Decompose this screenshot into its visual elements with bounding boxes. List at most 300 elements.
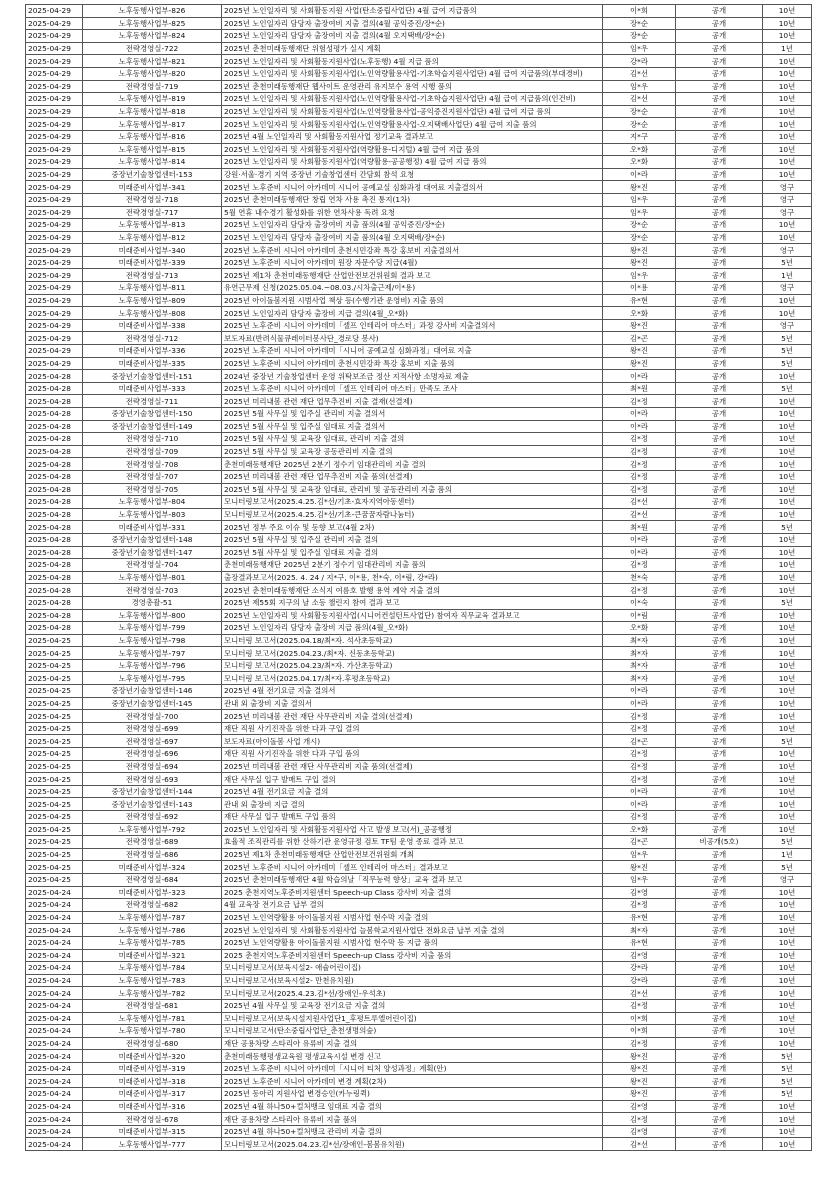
retention-cell: 10년 bbox=[763, 622, 812, 635]
disclosure-cell: 공개 bbox=[676, 974, 763, 987]
date-cell: 2025-04-25 bbox=[26, 735, 83, 748]
date-cell: 2025-04-29 bbox=[26, 93, 83, 106]
date-cell: 2025-04-29 bbox=[26, 244, 83, 257]
doc-number-cell: 노후동행사업부-814 bbox=[83, 156, 222, 169]
doc-number-cell: 미래준비사업부-340 bbox=[83, 244, 222, 257]
title-cell: 2025년 5월 사무실 및 교육장 임대료, 관리비 및 공동관리비 지출 품의 bbox=[222, 483, 603, 496]
table-row bbox=[26, 924, 812, 937]
disclosure-cell: 공개 bbox=[676, 785, 763, 798]
date-cell: 2025-04-29 bbox=[26, 5, 83, 18]
author-cell: 오*화 bbox=[603, 823, 676, 836]
date-cell: 2025-04-29 bbox=[26, 168, 83, 181]
table-row bbox=[26, 521, 812, 534]
date-cell: 2025-04-28 bbox=[26, 470, 83, 483]
retention-cell: 10년 bbox=[763, 710, 812, 723]
date-cell: 2025-04-28 bbox=[26, 508, 83, 521]
retention-cell: 10년 bbox=[763, 760, 812, 773]
table-row bbox=[26, 345, 812, 358]
retention-cell: 10년 bbox=[763, 143, 812, 156]
table-row bbox=[26, 911, 812, 924]
disclosure-cell: 공개 bbox=[676, 861, 763, 874]
retention-cell: 10년 bbox=[763, 294, 812, 307]
title-cell: 관내 외 출장비 지출 결의서 bbox=[222, 697, 603, 710]
disclosure-cell: 공개 bbox=[676, 319, 763, 332]
retention-cell: 10년 bbox=[763, 496, 812, 509]
title-cell: 2025년 노인일자리 담당자 출장여비 지출 품의(4월 오지택배/장*순) bbox=[222, 231, 603, 244]
date-cell: 2025-04-24 bbox=[26, 999, 83, 1012]
date-cell: 2025-04-28 bbox=[26, 596, 83, 609]
title-cell: 2025년 4월 노인일자리 및 사회활동지원사업 정기교육 결과보고 bbox=[222, 130, 603, 143]
retention-cell: 10년 bbox=[763, 559, 812, 572]
retention-cell: 10년 bbox=[763, 659, 812, 672]
date-cell: 2025-04-25 bbox=[26, 848, 83, 861]
author-cell: 김*영 bbox=[603, 886, 676, 899]
title-cell: 모니터링 보고서(2025.04.18/최*자. 석사초등학교) bbox=[222, 634, 603, 647]
author-cell: 오*화 bbox=[603, 156, 676, 169]
disclosure-cell: 공개 bbox=[676, 67, 763, 80]
table-row bbox=[26, 105, 812, 118]
doc-number-cell: 노후동행사업부-813 bbox=[83, 219, 222, 232]
table-row bbox=[26, 987, 812, 1000]
table-row bbox=[26, 508, 812, 521]
title-cell: 2025년 5월 사무실 및 입주실 임대료 지출 결의 bbox=[222, 546, 603, 559]
retention-cell: 10년 bbox=[763, 420, 812, 433]
retention-cell: 5년 bbox=[763, 836, 812, 849]
table-row bbox=[26, 319, 812, 332]
doc-number-cell: 중장년기술창업센터-149 bbox=[83, 420, 222, 433]
date-cell: 2025-04-29 bbox=[26, 294, 83, 307]
title-cell: 모니터링보고서(탄소중립사업단_춘천생명의숲) bbox=[222, 1025, 603, 1038]
table-row bbox=[26, 370, 812, 383]
doc-number-cell: 전략경영실-705 bbox=[83, 483, 222, 496]
title-cell: 2025년 노인일자리 및 사회활동지원사업(시니어컨설턴트사업단) 참여자 직무교육 결과보고 bbox=[222, 609, 603, 622]
retention-cell: 10년 bbox=[763, 685, 812, 698]
table-row bbox=[26, 42, 812, 55]
table-row bbox=[26, 949, 812, 962]
retention-cell: 10년 bbox=[763, 584, 812, 597]
author-cell: 최*자 bbox=[603, 924, 676, 937]
date-cell: 2025-04-28 bbox=[26, 483, 83, 496]
author-cell: 이*림 bbox=[603, 609, 676, 622]
table-row bbox=[26, 458, 812, 471]
date-cell: 2025-04-28 bbox=[26, 533, 83, 546]
disclosure-cell: 공개 bbox=[676, 773, 763, 786]
title-cell: 모니터링보고서(보육시설지원사업단1_후평트루엘어린이집) bbox=[222, 1012, 603, 1025]
title-cell: 2025년 노후준비 시니어 아카데미 변경 계획(2차) bbox=[222, 1075, 603, 1088]
author-cell: 김*영 bbox=[603, 949, 676, 962]
table-row bbox=[26, 622, 812, 635]
author-cell: 이*라 bbox=[603, 798, 676, 811]
table-row bbox=[26, 433, 812, 446]
date-cell: 2025-04-24 bbox=[26, 924, 83, 937]
table-row bbox=[26, 219, 812, 232]
title-cell: 2025년 노후준비 시니어 아카데미「시니어 티처 양성과정」계획(안) bbox=[222, 1062, 603, 1075]
author-cell: 이*라 bbox=[603, 168, 676, 181]
doc-number-cell: 노후동행사업부-821 bbox=[83, 55, 222, 68]
doc-number-cell: 노후동행사업부-819 bbox=[83, 93, 222, 106]
doc-number-cell: 노후동행사업부-784 bbox=[83, 962, 222, 975]
disclosure-cell: 공개 bbox=[676, 886, 763, 899]
retention-cell: 10년 bbox=[763, 470, 812, 483]
title-cell: 2025년 5월 사무실 및 입주실 관리비 지출 결의 bbox=[222, 533, 603, 546]
doc-number-cell: 전략경영실-722 bbox=[83, 42, 222, 55]
doc-number-cell: 중장년기술창업센터-145 bbox=[83, 697, 222, 710]
table-row bbox=[26, 848, 812, 861]
table-row bbox=[26, 748, 812, 761]
author-cell: 장*순 bbox=[603, 30, 676, 43]
doc-number-cell: 미래준비사업부-319 bbox=[83, 1062, 222, 1075]
retention-cell: 10년 bbox=[763, 936, 812, 949]
title-cell: 2025년 노후준비 시니어 아카데미「시니어 공예교실 심화과정」대여료 지출 bbox=[222, 345, 603, 358]
table-row bbox=[26, 936, 812, 949]
title-cell: 재단 공용차량 스타리아 유류비 지출 결의 bbox=[222, 1037, 603, 1050]
doc-number-cell: 중장년기술창업센터-144 bbox=[83, 785, 222, 798]
doc-number-cell: 노후동행사업부-797 bbox=[83, 647, 222, 660]
doc-number-cell: 노후동행사업부-786 bbox=[83, 924, 222, 937]
table-row bbox=[26, 1100, 812, 1113]
retention-cell: 10년 bbox=[763, 773, 812, 786]
author-cell: 지*구 bbox=[603, 130, 676, 143]
retention-cell: 10년 bbox=[763, 156, 812, 169]
disclosure-cell: 공개 bbox=[676, 622, 763, 635]
table-row bbox=[26, 30, 812, 43]
disclosure-cell: 공개 bbox=[676, 949, 763, 962]
date-cell: 2025-04-25 bbox=[26, 760, 83, 773]
retention-cell: 10년 bbox=[763, 823, 812, 836]
table-row bbox=[26, 93, 812, 106]
title-cell: 보도자료(아이돌봄 사업 개시) bbox=[222, 735, 603, 748]
retention-cell: 10년 bbox=[763, 546, 812, 559]
author-cell: 김*정 bbox=[603, 748, 676, 761]
disclosure-cell: 공개 bbox=[676, 999, 763, 1012]
author-cell: 이*희 bbox=[603, 1025, 676, 1038]
author-cell: 이*희 bbox=[603, 1012, 676, 1025]
table-row bbox=[26, 130, 812, 143]
title-cell: 2025년 노인일자리 및 사회활동지원사업(노인역량활용사업-기초학습지원사업단) 4월 급여 지급품의(부대경비) bbox=[222, 67, 603, 80]
disclosure-cell: 공개 bbox=[676, 206, 763, 219]
author-cell: 김*곤 bbox=[603, 735, 676, 748]
author-cell: 장*순 bbox=[603, 105, 676, 118]
doc-number-cell: 전략경영실-681 bbox=[83, 999, 222, 1012]
date-cell: 2025-04-24 bbox=[26, 1037, 83, 1050]
date-cell: 2025-04-28 bbox=[26, 546, 83, 559]
table-row bbox=[26, 999, 812, 1012]
title-cell: 관내 외 출장비 지급 결의 bbox=[222, 798, 603, 811]
disclosure-cell: 공개 bbox=[676, 1113, 763, 1126]
title-cell: 2025년 노인역량활용 아이돌봄지원 시범사업 현수막 지출 결의 bbox=[222, 911, 603, 924]
retention-cell: 10년 bbox=[763, 17, 812, 30]
table-row bbox=[26, 244, 812, 257]
date-cell: 2025-04-29 bbox=[26, 105, 83, 118]
retention-cell: 10년 bbox=[763, 722, 812, 735]
disclosure-cell: 공개 bbox=[676, 936, 763, 949]
disclosure-cell: 공개 bbox=[676, 659, 763, 672]
retention-cell: 10년 bbox=[763, 370, 812, 383]
author-cell: 왕*진 bbox=[603, 244, 676, 257]
date-cell: 2025-04-29 bbox=[26, 55, 83, 68]
doc-number-cell: 미래준비사업부-338 bbox=[83, 319, 222, 332]
table-row bbox=[26, 483, 812, 496]
disclosure-cell: 공개 bbox=[676, 596, 763, 609]
date-cell: 2025-04-28 bbox=[26, 420, 83, 433]
author-cell: 왕*진 bbox=[603, 1075, 676, 1088]
author-cell: 김*영 bbox=[603, 1125, 676, 1138]
disclosure-cell: 공개 bbox=[676, 42, 763, 55]
doc-number-cell: 전략경영실-709 bbox=[83, 445, 222, 458]
disclosure-cell: 공개 bbox=[676, 710, 763, 723]
retention-cell: 10년 bbox=[763, 118, 812, 131]
author-cell: 김*정 bbox=[603, 1113, 676, 1126]
title-cell: 2025년 미리내봄 관련 재단 사무관리비 지출 품의(선결제) bbox=[222, 760, 603, 773]
title-cell: 2025년 5월 사무실 및 입주실 임대료 지출 결의서 bbox=[222, 420, 603, 433]
doc-number-cell: 미래준비사업부-318 bbox=[83, 1075, 222, 1088]
date-cell: 2025-04-25 bbox=[26, 785, 83, 798]
title-cell: 2025년 노인일자리 및 사회활동지원사업(노인역량활용사업-공익증진지원사업단) 4월 급여 지급 품의 bbox=[222, 105, 603, 118]
date-cell: 2025-04-29 bbox=[26, 193, 83, 206]
disclosure-cell: 공개 bbox=[676, 168, 763, 181]
doc-number-cell: 미래준비사업부-317 bbox=[83, 1088, 222, 1101]
table-row bbox=[26, 659, 812, 672]
retention-cell: 5년 bbox=[763, 1088, 812, 1101]
table-row bbox=[26, 798, 812, 811]
doc-number-cell: 노후동행사업부-825 bbox=[83, 17, 222, 30]
title-cell: 2025년 노인일자리 및 사회활동지원사업 늘봄학교지원사업단 전화요금 납부 지출 결의 bbox=[222, 924, 603, 937]
retention-cell: 5년 bbox=[763, 1050, 812, 1063]
author-cell: 임*우 bbox=[603, 848, 676, 861]
table-row bbox=[26, 647, 812, 660]
date-cell: 2025-04-28 bbox=[26, 584, 83, 597]
retention-cell: 10년 bbox=[763, 130, 812, 143]
table-row bbox=[26, 533, 812, 546]
table-row bbox=[26, 823, 812, 836]
date-cell: 2025-04-28 bbox=[26, 433, 83, 446]
author-cell: 김*선 bbox=[603, 1138, 676, 1151]
author-cell: 왕*진 bbox=[603, 345, 676, 358]
retention-cell: 10년 bbox=[763, 1125, 812, 1138]
title-cell: 춘천미래동행평생교육원 평생교육시설 변경 신고 bbox=[222, 1050, 603, 1063]
author-cell: 이*숙 bbox=[603, 596, 676, 609]
author-cell: 장*순 bbox=[603, 118, 676, 131]
disclosure-cell: 공개 bbox=[676, 193, 763, 206]
doc-number-cell: 전략경영실-682 bbox=[83, 899, 222, 912]
author-cell: 오*화 bbox=[603, 143, 676, 156]
disclosure-cell: 공개 bbox=[676, 382, 763, 395]
retention-cell: 10년 bbox=[763, 483, 812, 496]
author-cell: 이*용 bbox=[603, 282, 676, 295]
retention-cell: 10년 bbox=[763, 811, 812, 824]
disclosure-cell: 공개 bbox=[676, 5, 763, 18]
retention-cell: 영구 bbox=[763, 244, 812, 257]
author-cell: 임*우 bbox=[603, 80, 676, 93]
date-cell: 2025-04-28 bbox=[26, 458, 83, 471]
date-cell: 2025-04-25 bbox=[26, 836, 83, 849]
doc-number-cell: 노후동행사업부-800 bbox=[83, 609, 222, 622]
doc-number-cell: 노후동행사업부-817 bbox=[83, 118, 222, 131]
date-cell: 2025-04-25 bbox=[26, 634, 83, 647]
retention-cell: 10년 bbox=[763, 533, 812, 546]
disclosure-cell: 공개 bbox=[676, 760, 763, 773]
disclosure-cell: 공개 bbox=[676, 269, 763, 282]
disclosure-cell: 공개 bbox=[676, 307, 763, 320]
title-cell: 2025년 노인일자리 및 사회활동지원사업(역량활용-공공행정) 4월 급여 지급 품의 bbox=[222, 156, 603, 169]
disclosure-cell: 공개 bbox=[676, 496, 763, 509]
author-cell: 이*라 bbox=[603, 785, 676, 798]
author-cell: 유*현 bbox=[603, 911, 676, 924]
retention-cell: 10년 bbox=[763, 5, 812, 18]
disclosure-cell: 공개 bbox=[676, 80, 763, 93]
author-cell: 강*라 bbox=[603, 962, 676, 975]
author-cell: 김*선 bbox=[603, 67, 676, 80]
author-cell: 김*정 bbox=[603, 584, 676, 597]
author-cell: 왕*진 bbox=[603, 181, 676, 194]
disclosure-cell: 공개 bbox=[676, 1138, 763, 1151]
author-cell: 오*화 bbox=[603, 622, 676, 635]
disclosure-cell: 공개 bbox=[676, 848, 763, 861]
retention-cell: 10년 bbox=[763, 67, 812, 80]
title-cell: 모니터링보고서(2025.4.23.김*선/장애인-우석초) bbox=[222, 987, 603, 1000]
table-row bbox=[26, 294, 812, 307]
date-cell: 2025-04-29 bbox=[26, 345, 83, 358]
date-cell: 2025-04-28 bbox=[26, 445, 83, 458]
retention-cell: 10년 bbox=[763, 571, 812, 584]
disclosure-cell: 공개 bbox=[676, 1125, 763, 1138]
table-row bbox=[26, 1050, 812, 1063]
disclosure-cell: 공개 bbox=[676, 924, 763, 937]
date-cell: 2025-04-28 bbox=[26, 496, 83, 509]
doc-number-cell: 노후동행사업부-780 bbox=[83, 1025, 222, 1038]
date-cell: 2025-04-24 bbox=[26, 1125, 83, 1138]
date-cell: 2025-04-28 bbox=[26, 571, 83, 584]
doc-number-cell: 노후동행사업부-826 bbox=[83, 5, 222, 18]
author-cell: 강*라 bbox=[603, 55, 676, 68]
disclosure-cell: 공개 bbox=[676, 735, 763, 748]
doc-number-cell: 노후동행사업부-824 bbox=[83, 30, 222, 43]
doc-number-cell: 중장년기술창업센터-151 bbox=[83, 370, 222, 383]
table-row bbox=[26, 168, 812, 181]
disclosure-cell: 공개 bbox=[676, 181, 763, 194]
table-row bbox=[26, 80, 812, 93]
retention-cell: 10년 bbox=[763, 458, 812, 471]
disclosure-cell: 공개 bbox=[676, 30, 763, 43]
retention-cell: 영구 bbox=[763, 319, 812, 332]
title-cell: 재단 공용차량 스타리아 유류비 지출 품의 bbox=[222, 1113, 603, 1126]
disclosure-cell: 공개 bbox=[676, 962, 763, 975]
title-cell: 2025년 아이돌봄지원 시범사업 책상 등(수행기관 운영비) 지출 품의 bbox=[222, 294, 603, 307]
table-row bbox=[26, 395, 812, 408]
date-cell: 2025-04-25 bbox=[26, 710, 83, 723]
date-cell: 2025-04-29 bbox=[26, 30, 83, 43]
author-cell: 최*자 bbox=[603, 634, 676, 647]
doc-number-cell: 전략경영실-708 bbox=[83, 458, 222, 471]
table-row bbox=[26, 785, 812, 798]
retention-cell: 5년 bbox=[763, 382, 812, 395]
date-cell: 2025-04-24 bbox=[26, 1062, 83, 1075]
doc-number-cell: 중장년기술창업센터-147 bbox=[83, 546, 222, 559]
doc-number-cell: 전략경영실-697 bbox=[83, 735, 222, 748]
date-cell: 2025-04-24 bbox=[26, 1088, 83, 1101]
retention-cell: 10년 bbox=[763, 93, 812, 106]
title-cell: 모니터링보고서(2025.4.25.김*선/기초-큰꿈꿈자람나눔터) bbox=[222, 508, 603, 521]
doc-number-cell: 전략경영실-696 bbox=[83, 748, 222, 761]
table-row bbox=[26, 559, 812, 572]
table-row bbox=[26, 571, 812, 584]
disclosure-cell: 공개 bbox=[676, 420, 763, 433]
author-cell: 천*숙 bbox=[603, 571, 676, 584]
disclosure-cell: 공개 bbox=[676, 256, 763, 269]
disclosure-cell: 공개 bbox=[676, 911, 763, 924]
doc-number-cell: 미래준비사업부-336 bbox=[83, 345, 222, 358]
disclosure-cell: 공개 bbox=[676, 748, 763, 761]
date-cell: 2025-04-24 bbox=[26, 1113, 83, 1126]
author-cell: 김*정 bbox=[603, 395, 676, 408]
disclosure-cell: 공개 bbox=[676, 584, 763, 597]
doc-number-cell: 전략경영실-713 bbox=[83, 269, 222, 282]
retention-cell: 10년 bbox=[763, 30, 812, 43]
title-cell: 2025년 4월 하나50+컬처뱅크 관리비 지출 결의 bbox=[222, 1125, 603, 1138]
author-cell: 왕*진 bbox=[603, 1088, 676, 1101]
retention-cell: 10년 bbox=[763, 307, 812, 320]
date-cell: 2025-04-24 bbox=[26, 1050, 83, 1063]
disclosure-cell: 공개 bbox=[676, 508, 763, 521]
date-cell: 2025-04-29 bbox=[26, 130, 83, 143]
date-cell: 2025-04-29 bbox=[26, 219, 83, 232]
retention-cell: 5년 bbox=[763, 332, 812, 345]
doc-number-cell: 미래준비사업부-316 bbox=[83, 1100, 222, 1113]
author-cell: 이*라 bbox=[603, 408, 676, 421]
disclosure-cell: 공개 bbox=[676, 244, 763, 257]
doc-number-cell: 노후동행사업부-785 bbox=[83, 936, 222, 949]
author-cell: 왕*진 bbox=[603, 256, 676, 269]
document-page bbox=[25, 4, 812, 1151]
author-cell: 김*정 bbox=[603, 710, 676, 723]
retention-cell: 10년 bbox=[763, 962, 812, 975]
retention-cell: 10년 bbox=[763, 1012, 812, 1025]
author-cell: 임*우 bbox=[603, 206, 676, 219]
author-cell: 김*곤 bbox=[603, 836, 676, 849]
retention-cell: 5년 bbox=[763, 521, 812, 534]
title-cell: 2025년 노인일자리 담당자 출장여비 지출 결의(4월 오지택배/장*순) bbox=[222, 30, 603, 43]
table-row bbox=[26, 231, 812, 244]
date-cell: 2025-04-29 bbox=[26, 42, 83, 55]
table-row bbox=[26, 408, 812, 421]
doc-number-cell: 전략경영실-712 bbox=[83, 332, 222, 345]
disclosure-cell: 공개 bbox=[676, 609, 763, 622]
disclosure-cell: 공개 bbox=[676, 1062, 763, 1075]
doc-number-cell: 전략경영실-692 bbox=[83, 811, 222, 824]
date-cell: 2025-04-24 bbox=[26, 1075, 83, 1088]
title-cell: 모니터링 보고서(2025.04.23/최*자. 가산초등학교) bbox=[222, 659, 603, 672]
disclosure-cell: 공개 bbox=[676, 345, 763, 358]
date-cell: 2025-04-28 bbox=[26, 521, 83, 534]
table-body bbox=[26, 5, 812, 1151]
retention-cell: 10년 bbox=[763, 634, 812, 647]
retention-cell: 10년 bbox=[763, 1025, 812, 1038]
doc-number-cell: 전략경영실-693 bbox=[83, 773, 222, 786]
retention-cell: 10년 bbox=[763, 798, 812, 811]
author-cell: 장*순 bbox=[603, 17, 676, 30]
disclosure-cell: 공개 bbox=[676, 357, 763, 370]
table-row bbox=[26, 546, 812, 559]
title-cell: 2025년 춘천미래동행재단 소식지 여름호 발행 용역 계약 지출 결의 bbox=[222, 584, 603, 597]
doc-number-cell: 미래준비사업부-324 bbox=[83, 861, 222, 874]
disclosure-cell: 공개 bbox=[676, 282, 763, 295]
doc-number-cell: 전략경영실-711 bbox=[83, 395, 222, 408]
title-cell: 2025년 노인일자리 및 사회활동지원사업(역량활용-디지털) 4월 급여 지급 품의 bbox=[222, 143, 603, 156]
date-cell: 2025-04-24 bbox=[26, 949, 83, 962]
title-cell: 모니터링보고서(2025.4.25.김*선/기초-효자지역아동센터) bbox=[222, 496, 603, 509]
author-cell: 김*정 bbox=[603, 722, 676, 735]
date-cell: 2025-04-25 bbox=[26, 647, 83, 660]
